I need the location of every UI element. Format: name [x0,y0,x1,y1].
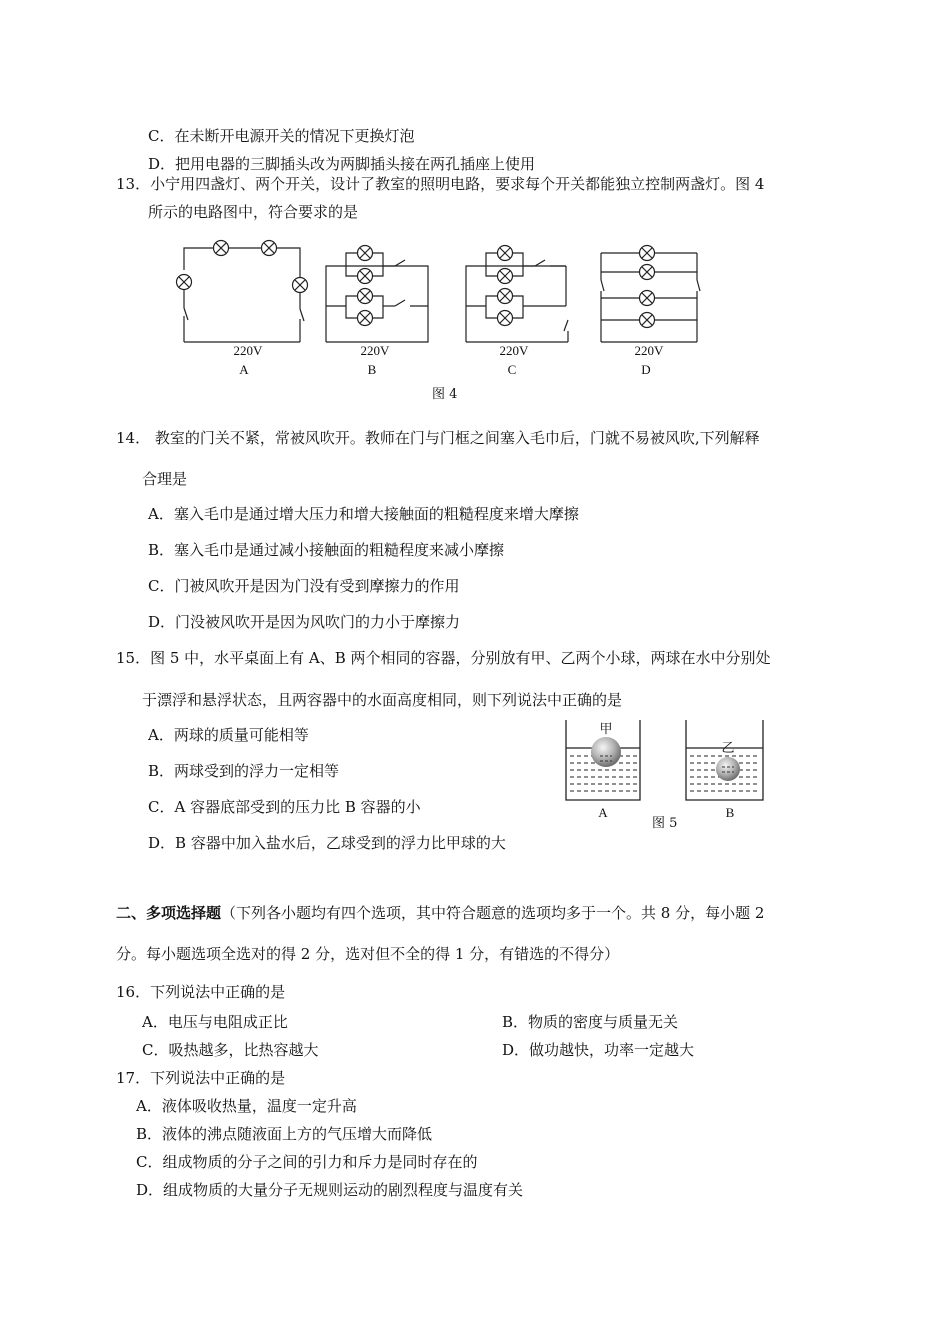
circuit-a-lamp [177,275,192,290]
circuit-d-voltage: 220V [634,343,664,358]
circuit-c-lamp [498,289,513,304]
q16-option-d: D．做功越快，功率一定越大 [502,1041,695,1059]
section-2-desc-line2: 分。每小题选项全选对的得 2 分，选对但不全的得 1 分，有错选的不得分） [116,945,620,963]
circuit-a-lamp [293,278,308,293]
q17-option-c: C．组成物质的分子之间的引力和斥力是同时存在的 [136,1153,478,1171]
figure-4-circuits [0,0,950,420]
q14-stem-line2: 合理是 [142,470,188,488]
figure-5-caption: 图 5 [652,816,678,831]
circuit-a-lamp [262,241,277,256]
q13-stem-line2: 所示的电路图中，符合要求的是 [148,203,359,221]
q17-option-b: B．液体的沸点随液面上方的气压增大而降低 [136,1125,433,1143]
circuit-b-lamp [358,311,373,326]
circuit-d-lamp [640,265,655,280]
q17-option-d: D．组成物质的大量分子无规则运动的剧烈程度与温度有关 [136,1181,524,1199]
circuit-d-lamp [640,246,655,261]
q15-stem-line1: 15．图 5 中，水平桌面上有 A、B 两个相同的容器，分别放有甲、乙两个小球，两球在水中分别处 [116,649,771,667]
q17-stem: 17．下列说法中正确的是 [116,1069,286,1087]
container-b-label: B [725,805,735,820]
ball-yi-label: 乙 [721,740,735,755]
ball-jia [591,737,621,767]
section-2-heading [116,903,764,923]
q17-option-a: A．液体吸收热量，温度一定升高 [136,1097,357,1115]
figure-4-caption: 图 4 [432,387,458,402]
container-a-label: A [598,805,608,820]
q12-option-c: C．在未断开电源开关的情况下更换灯泡 [148,127,415,145]
section-2-title: 二、多项选择题 [116,904,222,922]
q15-option-a: A．两球的质量可能相等 [148,726,309,744]
circuit-c [466,253,568,342]
circuit-b-label: B [367,362,377,377]
circuit-b [326,253,428,342]
circuit-b-lamp [358,289,373,304]
q16-stem: 16．下列说法中正确的是 [116,983,286,1001]
q12-option-d: D．把用电器的三脚插头改为两脚插头接在两孔插座上使用 [148,155,536,173]
ball-jia-label: 甲 [599,721,613,736]
circuit-c-voltage: 220V [499,343,529,358]
circuit-c-lamp [498,311,513,326]
circuit-a-label: A [239,362,249,377]
q16-option-c: C．吸热越多，比热容越大 [142,1041,319,1059]
circuit-c-label: C [507,362,517,377]
q13-stem-line1: 13．小宁用四盏灯、两个开关，设计了教室的照明电路，要求每个开关都能独立控制两盏灯。图 4 [116,175,765,193]
q15-option-b: B．两球受到的浮力一定相等 [148,762,340,780]
circuit-c-lamp [498,269,513,284]
circuit-a [184,248,304,342]
q16-option-b: B．物质的密度与质量无关 [502,1013,679,1031]
q14-option-c: C．门被风吹开是因为门没有受到摩擦力的作用 [148,577,460,595]
section-2-desc-line1: （下列各小题均有四个选项，其中符合题意的选项均多于一个。共 8 分，每小题 2 [221,904,765,922]
circuit-a-voltage: 220V [233,343,263,358]
q15-stem-line2: 于漂浮和悬浮状态，且两容器中的水面高度相同，则下列说法中正确的是 [142,691,623,709]
circuit-b-lamp [358,269,373,284]
q14-option-b: B．塞入毛巾是通过减小接触面的粗糙程度来减小摩擦 [148,541,505,559]
container-a [566,720,640,800]
q14-option-d: D．门没被风吹开是因为风吹门的力小于摩擦力 [148,613,461,631]
circuit-a-lamp [214,241,229,256]
container-b [686,720,763,800]
q15-option-c: C．A 容器底部受到的压力比 B 容器的小 [148,798,421,816]
circuit-d-lamp [640,291,655,306]
circuit-d-lamp [640,313,655,328]
circuit-b-voltage: 220V [360,343,390,358]
q15-option-d: D．B 容器中加入盐水后，乙球受到的浮力比甲球的大 [148,834,506,852]
ball-yi [716,757,740,781]
q14-stem-line1: 14． 教室的门关不紧，常被风吹开。教师在门与门框之间塞入毛巾后，门就不易被风吹,下列解释 [116,429,760,447]
circuit-b-lamp [358,246,373,261]
circuit-c-lamp [498,246,513,261]
circuit-d-label: D [641,362,651,377]
q16-option-a: A．电压与电阻成正比 [142,1013,288,1031]
q14-option-a: A．塞入毛巾是通过增大压力和增大接触面的粗糙程度来增大摩擦 [148,505,579,523]
